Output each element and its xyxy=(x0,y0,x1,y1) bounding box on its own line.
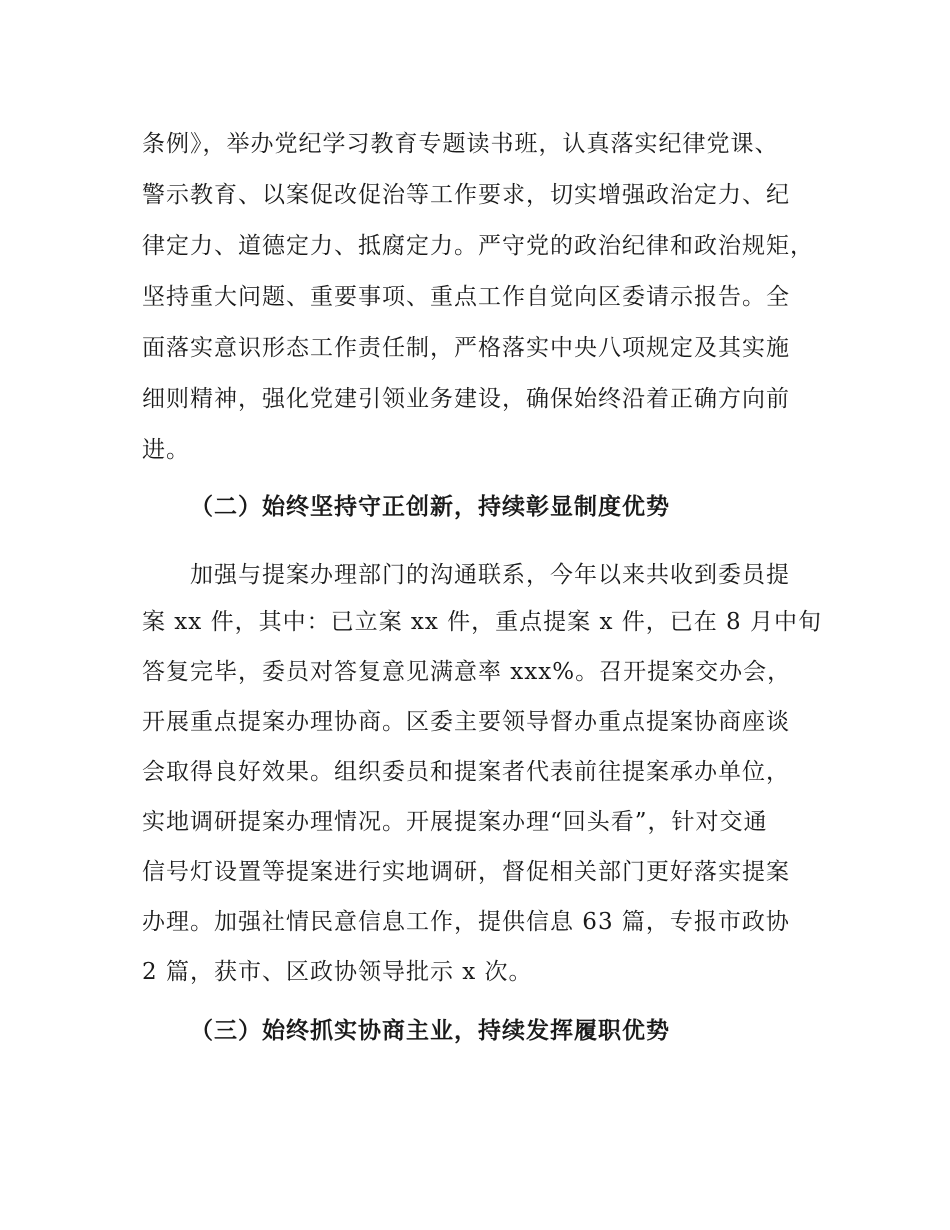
text-line: 坚持重大问题、重要事项、重点工作自觉向区委请示报告。全 xyxy=(142,284,790,310)
text-line: 律定力、道德定力、抵腐定力。严守党的政治纪律和政治规矩， xyxy=(142,233,814,259)
text-line: 加强与提案办理部门的沟通联系，今年以来共收到委员提 xyxy=(190,562,790,588)
text-line: 案 xx 件，其中：已立案 xx 件，重点提案 x 件，已在 8 月中旬 xyxy=(142,609,822,635)
text-line: 答复完毕，委员对答复意见满意率 xxx%。召开提案交办会， xyxy=(142,659,792,685)
text-line: 2 篇，获市、区政协领导批示 x 次。 xyxy=(142,959,533,985)
text-line: 进。 xyxy=(142,437,190,463)
section-heading-2: （二）始终坚持守正创新，持续彰显制度优势 xyxy=(190,494,670,520)
text-line: 条例》，举办党纪学习教育专题读书班，认真落实纪律党课、 xyxy=(142,131,779,157)
text-line: 办理。加强社情民意信息工作，提供信息 63 篇，专报市政协 xyxy=(142,909,790,935)
text-line: 细则精神，强化党建引领业务建设，确保始终沿着正确方向前 xyxy=(142,386,790,412)
text-line: 警示教育、以案促改促治等工作要求，切实增强政治定力、纪 xyxy=(142,182,790,208)
text-line: 会取得良好效果。组织委员和提案者代表前往提案承办单位， xyxy=(142,759,790,785)
text-line: 信号灯设置等提案进行实地调研，督促相关部门更好落实提案 xyxy=(142,859,790,885)
text-line: 面落实意识形态工作责任制，严格落实中央八项规定及其实施 xyxy=(142,335,790,361)
text-line: 开展重点提案办理协商。区委主要领导督办重点提案协商座谈 xyxy=(142,709,790,735)
text-line: 实地调研提案办理情况。开展提案办理“回头看”，针对交通 xyxy=(142,809,768,835)
section-heading-3: （三）始终抓实协商主业，持续发挥履职优势 xyxy=(190,1018,670,1044)
